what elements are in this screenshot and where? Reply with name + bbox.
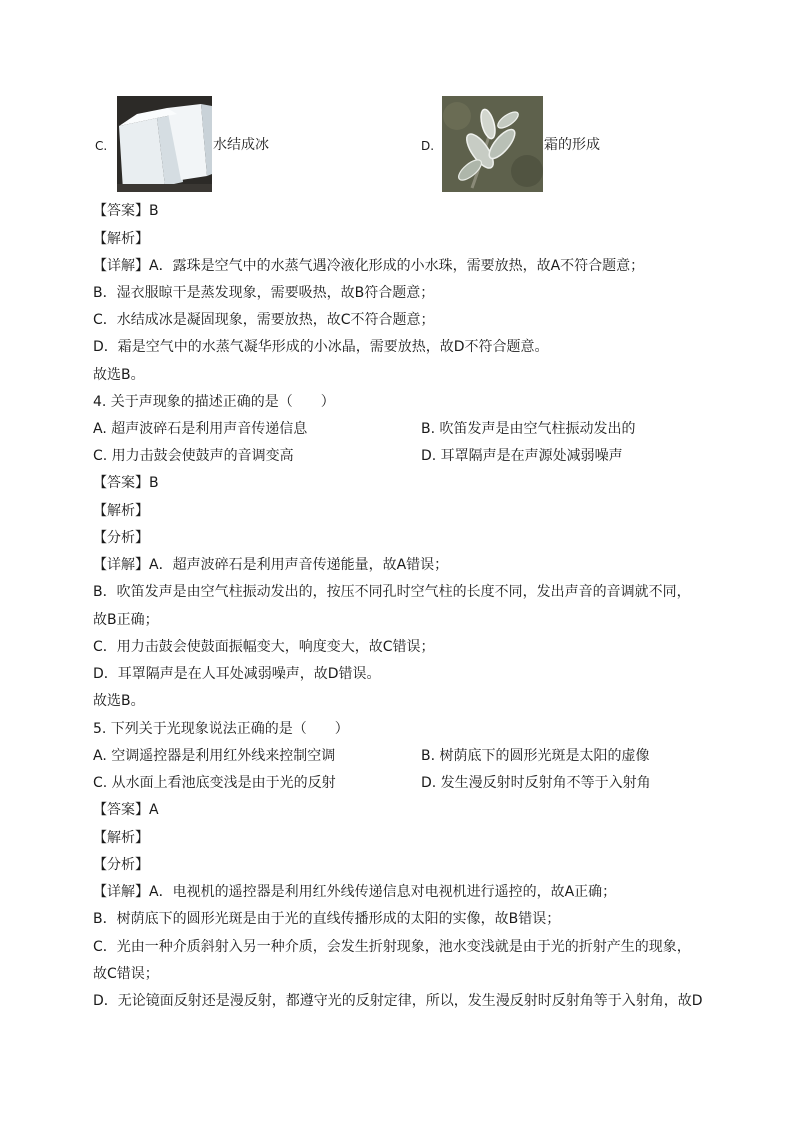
q4-detail-line: B．吹笛发声是由空气柱振动发出的，按压不同孔时空气柱的长度不同，发出声音的音调就不同， bbox=[93, 584, 691, 600]
q4-stem: 4. 关于声现象的描述正确的是（ ） bbox=[93, 394, 335, 410]
q3-detail-line: C．水结成冰是凝固现象，需要放热，故C不符合题意； bbox=[93, 312, 435, 328]
option-c-caption: 水结成冰 bbox=[213, 137, 269, 153]
q3-conclusion: 故选B。 bbox=[93, 367, 145, 383]
q4-option-a: A. 超声波碎石是利用声音传递信息 bbox=[93, 421, 308, 437]
q4-fenxi-heading: 【分析】 bbox=[93, 530, 149, 546]
q5-analysis-heading: 【解析】 bbox=[93, 830, 149, 846]
q5-detail-line: B．树荫底下的圆形光斑是由于光的直线传播形成的太阳的实像，故B错误； bbox=[93, 911, 561, 927]
q4-option-c: C. 用力击鼓会使鼓声的音调变高 bbox=[93, 448, 294, 464]
q3-detail-line: 【详解】A．露珠是空气中的水蒸气遇冷液化形成的小水珠，需要放热，故A不符合题意； bbox=[93, 258, 645, 274]
q3-detail-line: D．霜是空气中的水蒸气凝华形成的小冰晶，需要放热，故D不符合题意。 bbox=[93, 339, 549, 355]
q4-conclusion: 故选B。 bbox=[93, 693, 145, 709]
q4-detail-line: 故B正确； bbox=[93, 612, 159, 628]
q5-fenxi-heading: 【分析】 bbox=[93, 857, 149, 873]
q4-detail-line: 【详解】A．超声波碎石是利用声音传递能量，故A错误； bbox=[93, 557, 449, 573]
q4-detail-line: D．耳罩隔声是在人耳处减弱噪声，故D错误。 bbox=[93, 666, 381, 682]
q5-answer: 【答案】A bbox=[93, 802, 159, 818]
q5-detail-line: 故C错误； bbox=[93, 966, 159, 982]
q3-detail-line: B．湿衣服晾干是蒸发现象，需要吸热，故B符合题意； bbox=[93, 285, 435, 301]
q5-option-d: D. 发生漫反射时反射角不等于入射角 bbox=[421, 775, 651, 791]
q5-option-b: B. 树荫底下的圆形光斑是太阳的虚像 bbox=[421, 748, 650, 764]
q5-detail-line: D．无论镜面反射还是漫反射，都遵守光的反射定律，所以，发生漫反射时反射角等于入射角，故D bbox=[93, 993, 703, 1009]
q3-analysis-heading: 【解析】 bbox=[93, 231, 149, 247]
ice-blocks-photo bbox=[117, 96, 212, 192]
frost-leaves-icon bbox=[442, 96, 543, 192]
q4-detail-line: C．用力击鼓会使鼓面振幅变大，响度变大，故C错误； bbox=[93, 639, 435, 655]
q5-detail-line: C．光由一种介质斜射入另一种介质，会发生折射现象，池水变浅就是由于光的折射产生的现象， bbox=[93, 939, 691, 955]
q4-analysis-heading: 【解析】 bbox=[93, 503, 149, 519]
q5-option-a: A. 空调遥控器是利用红外线来控制空调 bbox=[93, 748, 336, 764]
option-d-caption: 霜的形成 bbox=[544, 137, 600, 153]
option-d-letter: D. bbox=[421, 139, 435, 153]
q3-answer: 【答案】B bbox=[93, 203, 159, 219]
option-c-letter: C. bbox=[95, 139, 108, 153]
q5-stem: 5. 下列关于光现象说法正确的是（ ） bbox=[93, 721, 349, 737]
q4-option-b: B. 吹笛发声是由空气柱振动发出的 bbox=[421, 421, 636, 437]
q4-option-d: D. 耳罩隔声是在声源处减弱噪声 bbox=[421, 448, 623, 464]
q4-answer: 【答案】B bbox=[93, 475, 159, 491]
q5-detail-line: 【详解】A．电视机的遥控器是利用红外线传递信息对电视机进行遥控的，故A正确； bbox=[93, 884, 617, 900]
q5-option-c: C. 从水面上看池底变浅是由于光的反射 bbox=[93, 775, 336, 791]
frost-leaves-photo bbox=[442, 96, 543, 192]
ice-blocks-icon bbox=[117, 96, 212, 192]
